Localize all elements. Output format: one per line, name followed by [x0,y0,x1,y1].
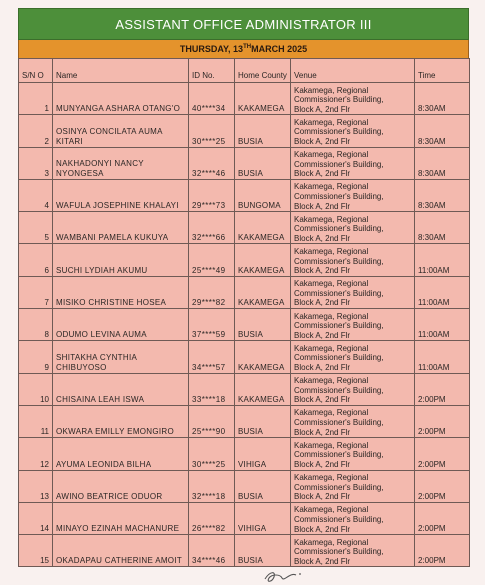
venue-line: Commissioner's Building, [294,192,384,201]
cell-sn: 4 [19,179,53,211]
venue-line: Commissioner's Building, [294,353,384,363]
cell-county: BUSIA [235,147,291,179]
cell-sn: 5 [19,212,53,244]
cell-time: 8:30AM [415,212,470,244]
cell-venue [291,535,415,567]
cell-name: CHISAINA LEAH ISWA [53,373,189,405]
column-header-name: Name [53,59,189,83]
venue-line: Kakamega, Regional [294,473,369,483]
cell-time: 2:00PM [415,405,470,437]
cell-time: 11:00AM [415,309,470,341]
venue-line: Kakamega, Regional [294,311,369,321]
cell-sn: 8 [19,309,53,341]
cell-county: KAKAMEGA [235,373,291,405]
cell-county: BUSIA [235,115,291,147]
cell-venue [291,83,415,115]
venue-line: Block A, 2nd Flr [294,427,351,437]
venue-line: Block A, 2nd Flr [294,524,351,534]
cell-sn: 12 [19,438,53,470]
cell-time: 8:30AM [415,179,470,211]
cell-id: 32****18 [189,470,235,502]
column-header-id: ID No. [189,59,235,83]
table-row [19,147,470,179]
venue-line: Kakamega, Regional [294,279,369,289]
cell-time: 2:00PM [415,502,470,534]
column-header-time: Time [415,59,470,83]
cell-time: 2:00PM [415,535,470,567]
venue-line: Block A, 2nd Flr [294,266,351,276]
venue-line: Commissioner's Building, [294,385,384,395]
date-day: THURSDAY, 13 [179,44,244,54]
cell-id: 33****18 [189,373,235,405]
cell-name: SUCHI LYDIAH AKUMU [53,244,189,276]
venue-line: Block A, 2nd Flr [294,363,351,373]
venue-line: Kakamega, Regional [294,85,369,95]
cell-id: 32****46 [189,147,235,179]
cell-time: 2:00PM [415,470,470,502]
cell-venue [291,502,415,534]
date-suffix: TH [243,44,252,50]
cell-name: OKWARA EMILLY EMONGIRO [53,405,189,437]
cell-time: 11:00AM [415,341,470,373]
cell-id: 34****57 [189,341,235,373]
date-month: MARCH 2025 [251,44,308,54]
venue-line: Block A, 2nd Flr [294,556,351,566]
venue-line: Kakamega, Regional [294,182,369,192]
cell-sn: 7 [19,276,53,308]
cell-county: KAKAMEGA [235,341,291,373]
cell-time: 11:00AM [415,244,470,276]
venue-line: Block A, 2nd Flr [294,298,351,308]
cell-venue [291,438,415,470]
schedule-page [18,8,469,567]
venue-line: Block A, 2nd Flr [294,492,351,502]
column-header-sn: S/N O [19,59,53,83]
cell-time: 2:00PM [415,373,470,405]
table-header-row [19,59,470,83]
venue-line: Kakamega, Regional [294,537,369,547]
cell-venue [291,115,415,147]
candidates-table [18,58,470,567]
cell-county: KAKAMEGA [235,212,291,244]
cell-venue [291,405,415,437]
cell-county: BUSIA [235,535,291,567]
table-row [19,244,470,276]
table-row [19,83,470,115]
venue-line: Commissioner's Building, [294,159,384,169]
table-row [19,405,470,437]
cell-county: BUSIA [235,470,291,502]
venue-line: Commissioner's Building, [294,547,384,557]
table-row [19,212,470,244]
cell-venue [291,470,415,502]
venue-line: Kakamega, Regional [294,440,369,450]
venue-line: Kakamega, Regional [294,214,369,224]
cell-time: 2:00PM [415,438,470,470]
cell-sn: 1 [19,83,53,115]
cell-venue [291,276,415,308]
cell-time: 8:30AM [415,83,470,115]
signature-icon [262,569,302,585]
page-title: ASSISTANT OFFICE ADMINISTRATOR III [18,8,469,40]
venue-line: Kakamega, Regional [294,505,369,515]
venue-line: Block A, 2nd Flr [294,330,351,340]
cell-time: 8:30AM [415,115,470,147]
cell-sn: 9 [19,341,53,373]
cell-sn: 6 [19,244,53,276]
cell-county: BUSIA [235,309,291,341]
cell-id: 25****49 [189,244,235,276]
table-row [19,502,470,534]
venue-line: Kakamega, Regional [294,343,369,353]
venue-line: Commissioner's Building, [294,450,384,460]
venue-line: Block A, 2nd Flr [294,459,351,469]
cell-name: WAFULA JOSEPHINE KHALAYI [53,179,189,211]
table-row [19,341,470,373]
table-body [19,83,470,567]
cell-name: OSINYA CONCILATA AUMA KITARI [53,115,189,147]
cell-sn: 15 [19,535,53,567]
table-row [19,470,470,502]
cell-id: 40****34 [189,83,235,115]
cell-time: 11:00AM [415,276,470,308]
date-banner [18,40,469,58]
venue-line: Kakamega, Regional [294,150,369,160]
venue-line: Commissioner's Building, [294,224,384,234]
cell-name: ODUMO LEVINA AUMA [53,309,189,341]
cell-county: KAKAMEGA [235,83,291,115]
venue-line: Block A, 2nd Flr [294,233,351,243]
venue-line: Kakamega, Regional [294,247,369,256]
cell-id: 29****73 [189,179,235,211]
cell-name: AWINO BEATRICE ODUOR [53,470,189,502]
cell-county: KAKAMEGA [235,244,291,276]
venue-line: Block A, 2nd Flr [294,169,351,179]
cell-county: KAKAMEGA [235,276,291,308]
cell-id: 32****66 [189,212,235,244]
cell-sn: 14 [19,502,53,534]
table-row [19,115,470,147]
cell-venue [291,212,415,244]
venue-line: Commissioner's Building, [294,95,384,105]
cell-id: 30****25 [189,115,235,147]
cell-sn: 13 [19,470,53,502]
venue-line: Commissioner's Building, [294,418,384,428]
cell-name: MINAYO EZINAH MACHANURE [53,502,189,534]
cell-name: OKADAPAU CATHERINE AMOIT [53,535,189,567]
venue-line: Commissioner's Building, [294,321,384,331]
cell-name: AYUMA LEONIDA BILHA [53,438,189,470]
venue-line: Kakamega, Regional [294,117,369,127]
venue-line: Block A, 2nd Flr [294,201,351,211]
venue-line: Commissioner's Building, [294,127,384,137]
table-row [19,535,470,567]
cell-sn: 3 [19,147,53,179]
table-row [19,438,470,470]
cell-id: 30****25 [189,438,235,470]
table-row [19,276,470,308]
cell-id: 34****46 [189,535,235,567]
venue-line: Commissioner's Building, [294,514,384,524]
cell-name: SHITAKHA CYNTHIA CHIBUYOSO [53,341,189,373]
cell-venue [291,147,415,179]
venue-line: Commissioner's Building, [294,482,384,492]
cell-sn: 11 [19,405,53,437]
cell-name: NAKHADONYI NANCY NYONGESA [53,147,189,179]
column-header-venue: Venue [291,59,415,83]
column-header-county: Home County [235,59,291,83]
venue-line: Block A, 2nd Flr [294,104,351,114]
cell-county: VIHIGA [235,438,291,470]
cell-name: MUNYANGA ASHARA OTANG'O [53,83,189,115]
venue-line: Kakamega, Regional [294,408,369,418]
table-row [19,179,470,211]
cell-name: WAMBANI PAMELA KUKUYA [53,212,189,244]
cell-venue [291,179,415,211]
cell-time: 8:30AM [415,147,470,179]
cell-sn: 2 [19,115,53,147]
venue-line: Commissioner's Building, [294,288,384,298]
cell-venue [291,373,415,405]
cell-id: 26****82 [189,502,235,534]
table-row [19,373,470,405]
cell-county: BUNGOMA [235,179,291,211]
venue-line: Block A, 2nd Flr [294,395,351,405]
cell-id: 37****59 [189,309,235,341]
cell-venue [291,244,415,276]
cell-county: BUSIA [235,405,291,437]
cell-county: VIHIGA [235,502,291,534]
venue-line: Commissioner's Building, [294,256,384,266]
cell-id: 25****90 [189,405,235,437]
cell-venue [291,309,415,341]
cell-id: 29****82 [189,276,235,308]
venue-line: Kakamega, Regional [294,376,369,386]
cell-venue [291,341,415,373]
cell-sn: 10 [19,373,53,405]
cell-name: MISIKO CHRISTINE HOSEA [53,276,189,308]
venue-line: Block A, 2nd Flr [294,137,351,146]
table-row [19,309,470,341]
